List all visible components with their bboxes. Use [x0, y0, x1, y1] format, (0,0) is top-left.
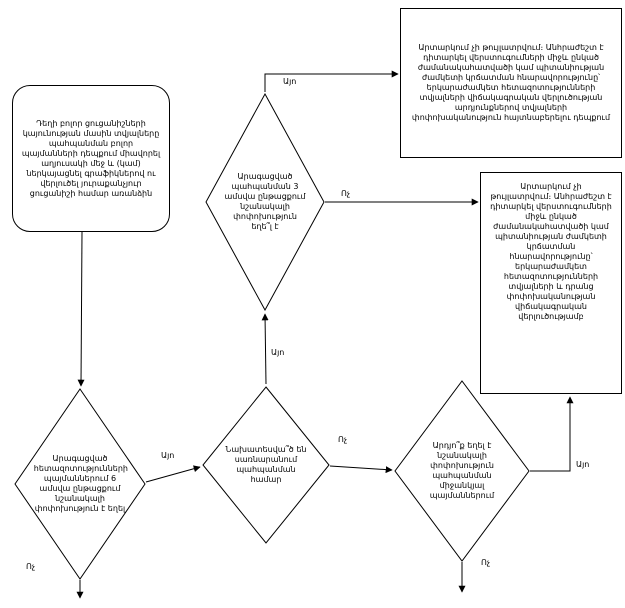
result-no-extrapolation-statistical	[480, 172, 622, 394]
start-node	[12, 85, 170, 232]
decision-refrigerated-storage	[202, 386, 330, 544]
edge-label-accel3-no: Ոչ	[341, 189, 351, 198]
edge-label-intermediate-yes: Այո	[576, 460, 590, 469]
edge-refrigerated-no	[330, 466, 392, 470]
result-no-extrapolation-shorter	[400, 8, 622, 158]
decision-refrigerated-storage-text: Նախատեսվա՞ծ են սառնարանում պահպանման համար	[225, 445, 307, 484]
edge-label-intermediate-no: Ոչ	[481, 558, 491, 567]
decision-accelerated-6-months	[14, 388, 146, 580]
edge-label-refrigerated-no: Ոչ	[338, 435, 348, 444]
edge-accel6-yes	[146, 467, 200, 482]
decision-accelerated-6-months-text: Արագացված հետազոտությունների պայմաններում 6 ամսվա ընթացքում նշանակալի փոփոխություն է եղել	[33, 454, 128, 513]
decision-intermediate-condition	[394, 380, 530, 562]
edge-refrigerated-yes	[265, 314, 266, 384]
decision-accelerated-3-months	[205, 93, 325, 311]
decision-intermediate-condition-text: Արդյո՞ք եղել է նշանակալի փոփոխություն պահպանման միջանկյալ պայմաններում	[429, 441, 495, 500]
edge-label-refrigerated-yes: Այո	[271, 348, 285, 357]
edge-label-accel3-yes: Այո	[283, 77, 297, 86]
result-no-extrapolation-shorter-text: Արտարկում չի թույլատրվում։ Անհրաժեշտ է դիտարկել վերստուգումների միջև ընկած ժամանակահատվածի կամ պիտանիության ժամկետի կրճատման հնարավորությունը՝ երկարաժամկետ հետազոտությունների տվյալների վիճակագրական վերլուծության արդյունքներով տվյալների փոփոխականություն հայտնաբերելու դեպքում	[411, 43, 611, 122]
result-no-extrapolation-statistical-text: Արտարկում չի թույլատրվում։ Անհրաժեշտ է դիտարկել վերստուգումների միջև ընկած ժամանակահատվածի կամ պիտանիության ժամկետի կրճատման հնարավորությունը՝ երկարաժամկետ հետազոտությունների տվյալների և դրանց փոփոխականության վիճակագրական վերլուծությամբ	[490, 182, 612, 321]
start-node-text: Դեղի բոլոր ցուցանիշների կայունության մասին տվյալները պահպանման բոլոր պայմանների դեպքում միավորել աղյուսակի մեջ և (կամ) ներկայացնել գրաֆիկներով ու վերլուծել յուրաքանչյուր ցուցանիշի համար առանձին	[21, 118, 161, 198]
edge-start-to-accel6	[81, 232, 82, 386]
decision-accelerated-3-months-text: Արագացված պահպանման 3 ամսվա ընթացքում նշանակալի փոփոխություն եղե՞լ է	[224, 172, 306, 231]
edge-intermediate-yes	[530, 397, 570, 471]
edge-label-accel6-yes: Այո	[161, 451, 175, 460]
edge-label-accel6-no: Ոչ	[26, 562, 36, 571]
